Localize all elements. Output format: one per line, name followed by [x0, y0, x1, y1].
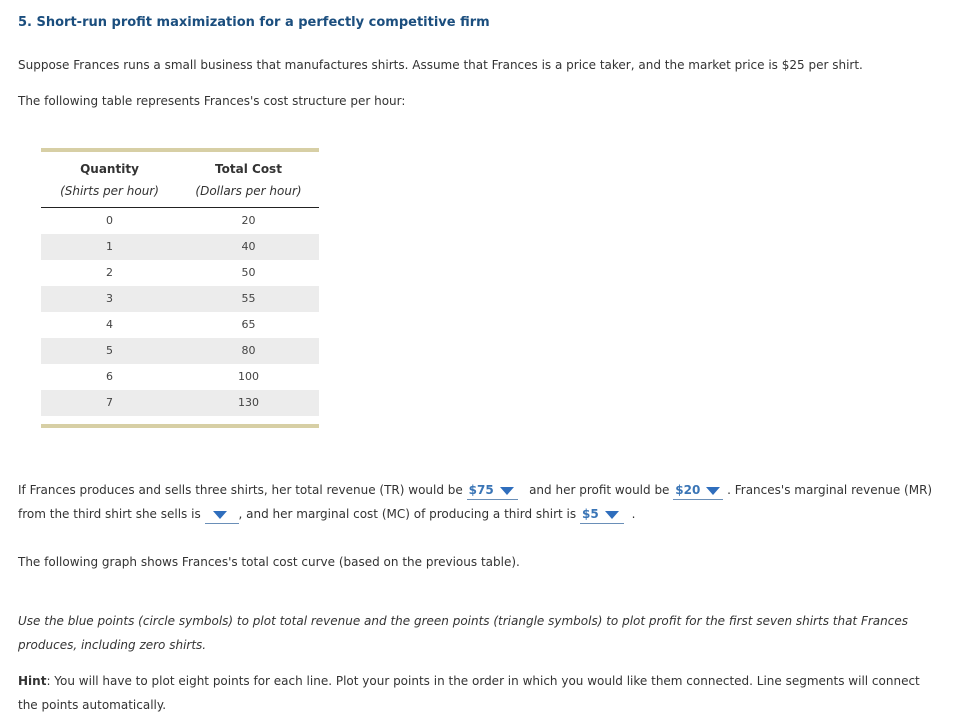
question-text	[18, 478, 933, 526]
cell-total-cost: 50	[241, 266, 256, 279]
cell-total-cost: 130	[238, 396, 259, 409]
table-row	[41, 338, 319, 364]
cell-quantity: 2	[106, 266, 113, 279]
marginal-revenue-dropdown[interactable]	[205, 505, 239, 524]
question-text-part: and her profit would be	[529, 483, 670, 497]
question-text-part: , and her marginal cost (MC) of producing a third shirt is	[238, 507, 577, 521]
cell-quantity: 4	[106, 318, 113, 331]
intro-text: Suppose Frances runs a small business that manufactures shirts. Assume that Frances is a price taker, and the market price is $25 per shirt.	[18, 58, 863, 72]
total-revenue-dropdown-value: $75	[468, 483, 494, 497]
cell-quantity: 0	[106, 214, 113, 227]
table-row	[41, 364, 319, 390]
dropdown-arrow-icon	[706, 487, 720, 495]
dropdown-arrow-icon	[605, 511, 619, 519]
cell-quantity: 6	[106, 370, 113, 383]
cell-total-cost: 100	[238, 370, 259, 383]
table-bottom-bar	[41, 424, 319, 428]
cell-total-cost: 55	[241, 292, 256, 305]
hint-body: : You will have to plot eight points for each line. Plot your points in the order in which you would like them connected. Line segments will connect the points automatically.	[18, 674, 920, 712]
cell-total-cost: 40	[241, 240, 256, 253]
graph-intro-text: The following graph shows Frances's total cost curve (based on the previous table).	[18, 555, 520, 569]
dropdown-arrow-icon	[500, 487, 514, 495]
cell-quantity: 1	[106, 240, 113, 253]
table-row	[41, 390, 319, 416]
marginal-cost-dropdown-value: $5	[581, 507, 599, 521]
question-text-part: .	[631, 507, 636, 521]
header-cost-label: Total Cost	[215, 162, 282, 176]
dropdown-arrow-icon	[213, 511, 227, 519]
cell-quantity: 5	[106, 344, 113, 357]
table-header	[41, 152, 319, 208]
table-row	[41, 286, 319, 312]
marginal-cost-dropdown[interactable]	[580, 505, 624, 524]
table-row	[41, 234, 319, 260]
cell-total-cost: 20	[241, 214, 256, 227]
instructions-text: Use the blue points (circle symbols) to plot total revenue and the green points (triangle symbols) to plot profit for the first seven shirts that Frances produces, including zero shirts.	[18, 614, 908, 652]
page-title: 5. Short-run profit maximization for a perfectly competitive firm	[18, 15, 490, 30]
cost-table	[41, 148, 319, 428]
table-row	[41, 208, 319, 234]
table-intro-text: The following table represents Frances's cost structure per hour:	[18, 94, 406, 108]
hint-text	[18, 669, 938, 717]
header-cost-unit: (Dollars per hour)	[195, 184, 302, 198]
question-text-part: . Frances's marginal revenue (MR) from the third shirt she sells is	[18, 483, 933, 521]
profit-dropdown[interactable]	[673, 481, 723, 500]
header-quantity-label: Quantity	[80, 162, 139, 176]
table-row	[41, 312, 319, 338]
cell-quantity: 3	[106, 292, 113, 305]
hint-label: Hint	[18, 674, 47, 688]
header-quantity-unit: (Shirts per hour)	[60, 184, 159, 198]
question-text-part: If Frances produces and sells three shirts, her total revenue (TR) would be	[18, 483, 463, 497]
profit-dropdown-value: $20	[675, 483, 701, 497]
cell-quantity: 7	[106, 396, 113, 409]
cell-total-cost: 80	[241, 344, 256, 357]
total-revenue-dropdown[interactable]	[467, 481, 518, 500]
cell-total-cost: 65	[241, 318, 256, 331]
table-row	[41, 260, 319, 286]
